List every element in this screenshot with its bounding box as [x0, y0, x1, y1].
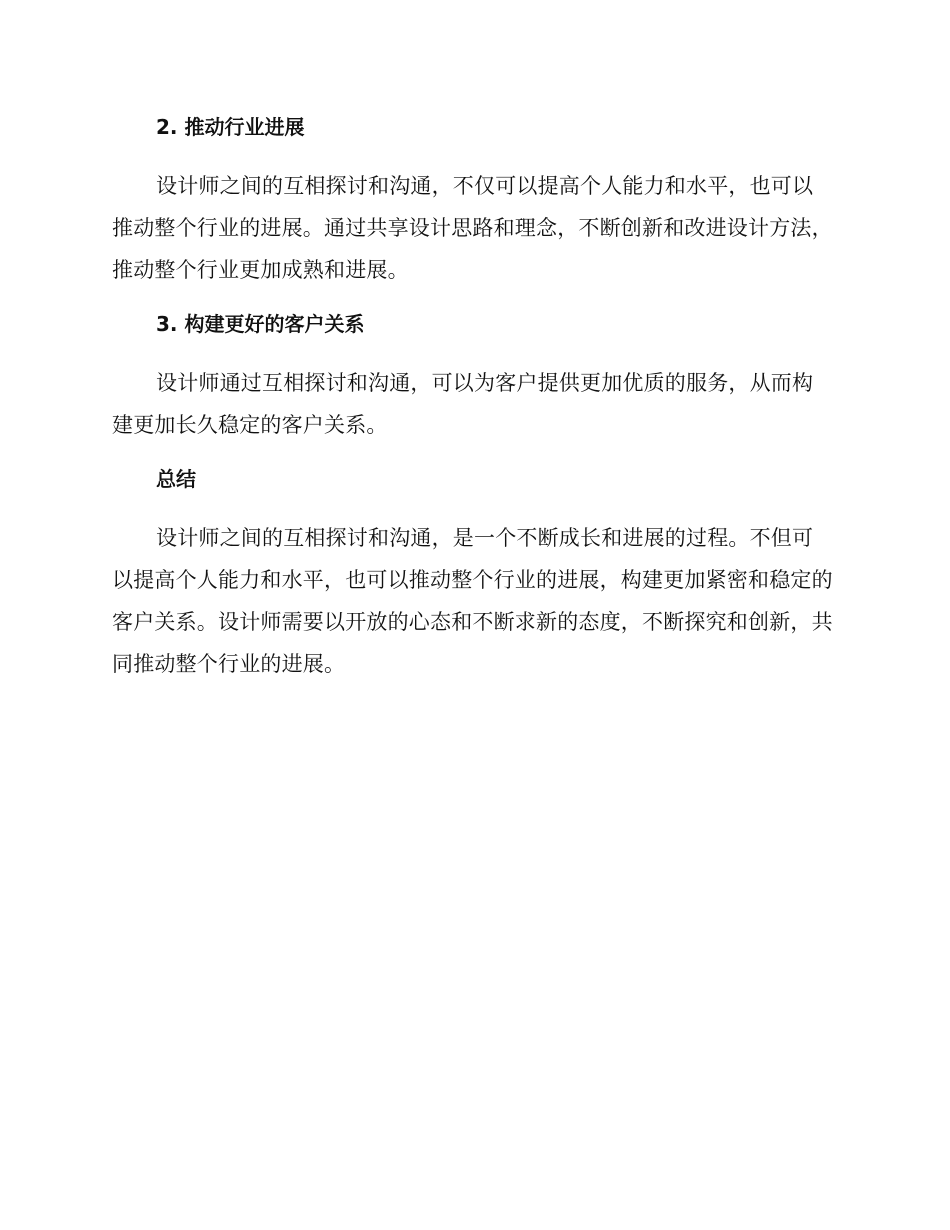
section-heading: 2. 推动行业进展 — [156, 115, 305, 139]
section-paragraph: 设计师通过互相探讨和沟通，可以为客户提供更加优质的服务，从而构建更加长久稳定的客户关系。 — [112, 371, 814, 437]
section-heading: 3. 构建更好的客户关系 — [156, 312, 365, 336]
document-page — [112, 110, 834, 685]
section-summary — [112, 462, 834, 685]
section-heading: 总结 — [156, 467, 196, 491]
section-paragraph: 设计师之间的互相探讨和沟通，不仅可以提高个人能力和水平，也可以推动整个行业的进展。通过共享设计思路和理念，不断创新和改进设计方法，推动整个行业更加成熟和进展。 — [112, 174, 833, 282]
section-client-relations — [112, 307, 834, 462]
section-industry-progress — [112, 110, 834, 307]
section-paragraph: 设计师之间的互相探讨和沟通，是一个不断成长和进展的过程。不但可以提高个人能力和水平，也可以推动整个行业的进展，构建更加紧密和稳定的客户关系。设计师需要以开放的心态和不断求新的态度，不断探究和创新，共同推动整个行业的进展。 — [112, 526, 833, 676]
